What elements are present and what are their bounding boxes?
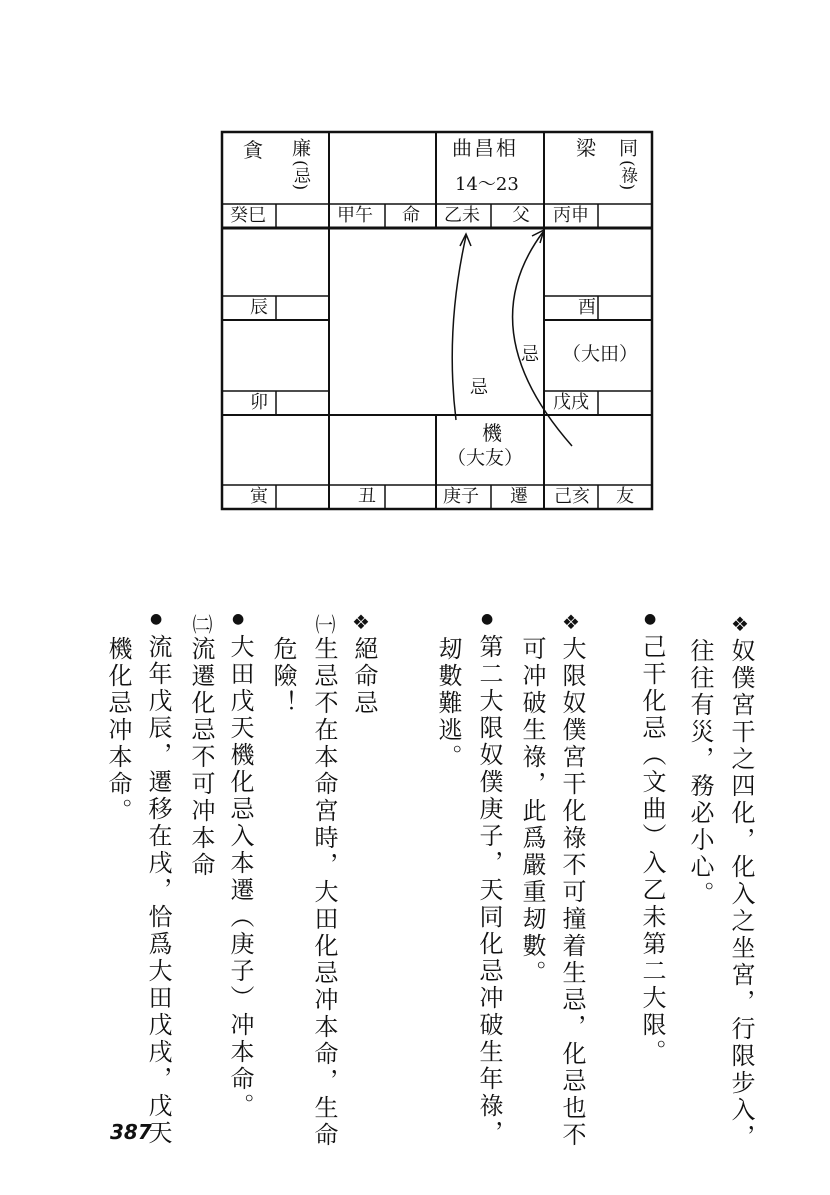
label-mao: 卯	[250, 392, 268, 413]
text-col-8: 絕命忌	[350, 636, 378, 717]
dot-icon: ●	[644, 611, 657, 627]
shen-hua-lu: (祿)	[617, 160, 637, 191]
text-col-7: 刼數難逃。	[434, 636, 462, 771]
dot-icon: ●	[481, 611, 494, 627]
label-gui-si: 癸巳	[230, 205, 266, 226]
label-qian: 遷	[510, 486, 528, 507]
text-col-1: 奴僕宮干之四化，化入之坐宮，行限步入，	[727, 638, 755, 1151]
label-yi-wei: 乙未	[444, 205, 480, 226]
text-col-11: 大田戊天機化忌入本遷（庚子）冲本命。	[226, 634, 254, 1120]
text-col-13: 流年戊辰，遷移在戌，恰爲大田戊戌，戊天	[144, 634, 172, 1147]
wei-range: 14～23	[455, 174, 519, 195]
text-col-14: 機化忌冲本命。	[104, 636, 132, 825]
label-da-tian: （大田）	[562, 343, 639, 365]
diamond-icon: ❖	[731, 612, 749, 636]
text-col-2: 往往有災，務必小心。	[686, 638, 714, 908]
label-bing-shen: 丙申	[553, 205, 589, 226]
label-jia-wu: 甲午	[337, 205, 373, 226]
si-star-lian: 廉	[289, 138, 311, 157]
label-chou: 丑	[358, 486, 376, 507]
diamond-icon: ❖	[562, 610, 580, 634]
label-geng-zi: 庚子	[443, 486, 479, 507]
zi-star-ji: 機	[482, 421, 502, 445]
center-ji-right: 忌	[521, 344, 539, 365]
center-ji-left: 忌	[470, 377, 488, 398]
text-col-12: 流遷化忌不可冲本命	[187, 636, 215, 879]
text-col-4: 大限奴僕宮干化祿不可撞着生忌，化忌也不	[558, 636, 586, 1149]
label-wu-xu: 戊戌	[553, 392, 589, 413]
label-fu: 父	[512, 205, 530, 226]
text-col-9: 生忌不在本命宮時，大田化忌冲本命，生命	[310, 636, 338, 1149]
text-col-5: 可冲破生祿，此爲嚴重刼數。	[518, 636, 546, 987]
label-chen: 辰	[250, 297, 268, 318]
dot-icon: ●	[150, 611, 163, 627]
label-you-friend: 友	[616, 486, 634, 507]
label-ming: 命	[402, 205, 420, 226]
si-star-tan: 貪	[243, 138, 263, 162]
enum-1: ㈠	[312, 614, 336, 634]
ji-arrow-from-xu	[513, 232, 572, 446]
label-yin: 寅	[250, 486, 268, 507]
si-hua-ji: (忌)	[290, 160, 310, 191]
enum-2: ㈡	[189, 614, 213, 634]
page-number: 387	[110, 1120, 152, 1144]
wei-stars: 曲昌相	[452, 136, 518, 160]
dot-icon: ●	[232, 611, 245, 627]
label-you: 酉	[578, 297, 596, 318]
shen-star-tong: 同	[616, 138, 638, 157]
text-col-6: 第二大限奴僕庚子，天同化忌冲破生年祿，	[475, 634, 503, 1147]
shen-star-liang: 梁	[576, 136, 596, 160]
label-ji-hai: 己亥	[554, 486, 590, 507]
diamond-icon: ❖	[352, 610, 370, 634]
text-col-10: 危險！	[269, 636, 297, 717]
ji-arrow-to-wei	[452, 236, 466, 420]
text-col-3: 己干化忌（文曲）入乙未第二大限。	[638, 634, 666, 1066]
label-da-you: （大友）	[447, 447, 524, 469]
